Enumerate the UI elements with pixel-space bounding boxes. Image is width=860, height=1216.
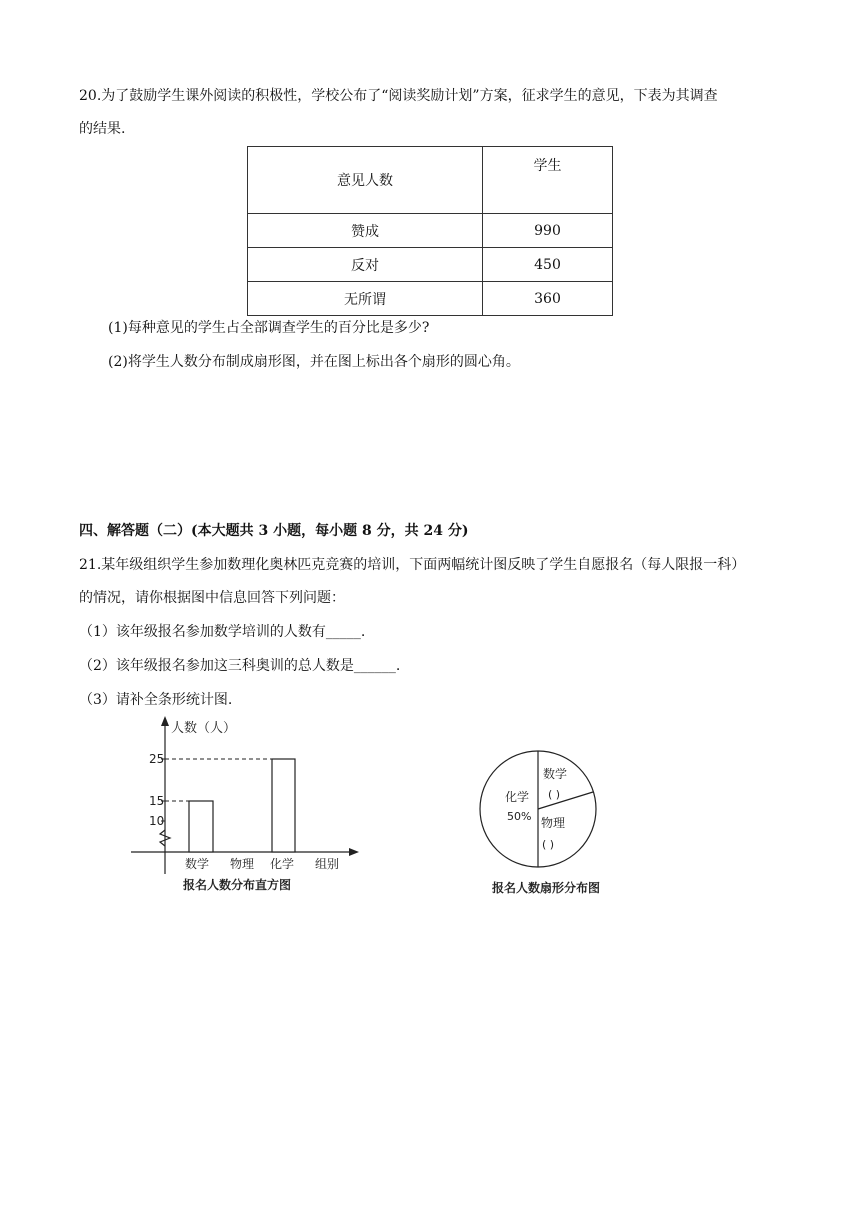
table-row [248, 214, 613, 248]
table-header-row [248, 147, 613, 214]
x-category-math: 数学 [185, 857, 210, 871]
pie-value-chemistry: 50% [507, 810, 532, 823]
x-axis-arrow [349, 848, 359, 856]
section-heading: 四、解答题（二）(本大题共 3 小题，每小题 8 分，共 24 分) [79, 523, 469, 539]
q20-sub1: (1)每种意见的学生占全部调查学生的百分比是多少? [108, 320, 430, 336]
q20-line2: 的结果. [79, 121, 126, 137]
y-tick-10: 10 [149, 814, 165, 828]
pie-value-math: ( ) [548, 788, 561, 801]
table-cell-label: 赞成 [248, 214, 483, 248]
table-cell-value: 360 [483, 282, 613, 316]
table-row [248, 282, 613, 316]
pie-chart-title: 报名人数扇形分布图 [492, 881, 601, 895]
survey-table [247, 146, 613, 316]
bar-chemistry [272, 759, 295, 852]
table-header-left: 意见人数 [248, 147, 483, 214]
pie-label-math: 数学 [543, 767, 568, 781]
y-tick-15: 15 [149, 794, 165, 808]
y-tick-25: 25 [149, 752, 165, 766]
bar-math [189, 801, 213, 852]
table-row [248, 248, 613, 282]
q20-line1: 20.为了鼓励学生课外阅读的积极性，学校公布了“阅读奖励计划”方案，征求学生的意见，下表为其调查 [79, 88, 718, 104]
y-axis-arrow [161, 716, 169, 726]
pie-label-physics: 物理 [541, 816, 566, 830]
bar-chart [125, 712, 385, 897]
q21-line2: 的情况，请你根据图中信息回答下列问题： [79, 590, 345, 606]
x-category-chemistry: 化学 [270, 857, 295, 871]
table-header-right: 学生 [483, 147, 613, 214]
table-cell-value: 450 [483, 248, 613, 282]
pie-label-chemistry: 化学 [505, 790, 530, 804]
q20-sub2: (2)将学生人数分布制成扇形图，并在图上标出各个扇形的圆心角。 [108, 354, 520, 370]
table-cell-label: 无所谓 [248, 282, 483, 316]
pie-value-physics: ( ) [542, 838, 555, 851]
bar-chart-title: 报名人数分布直方图 [183, 878, 292, 892]
pie-chart [475, 745, 655, 895]
q21-sub2: （2）该年级报名参加这三科奥训的总人数是______. [79, 658, 401, 674]
y-axis-label: 人数（人） [171, 721, 237, 736]
table-cell-value: 990 [483, 214, 613, 248]
x-category-physics: 物理 [230, 857, 255, 871]
q21-line1: 21.某年级组织学生参加数理化奥林匹克竞赛的培训，下面两幅统计图反映了学生自愿报名（每人限报一科） [79, 557, 746, 573]
q21-sub1: （1）该年级报名参加数学培训的人数有_____. [79, 624, 366, 640]
x-axis-label: 组别 [315, 857, 340, 871]
table-cell-label: 反对 [248, 248, 483, 282]
q21-sub3: （3）请补全条形统计图. [79, 692, 233, 708]
